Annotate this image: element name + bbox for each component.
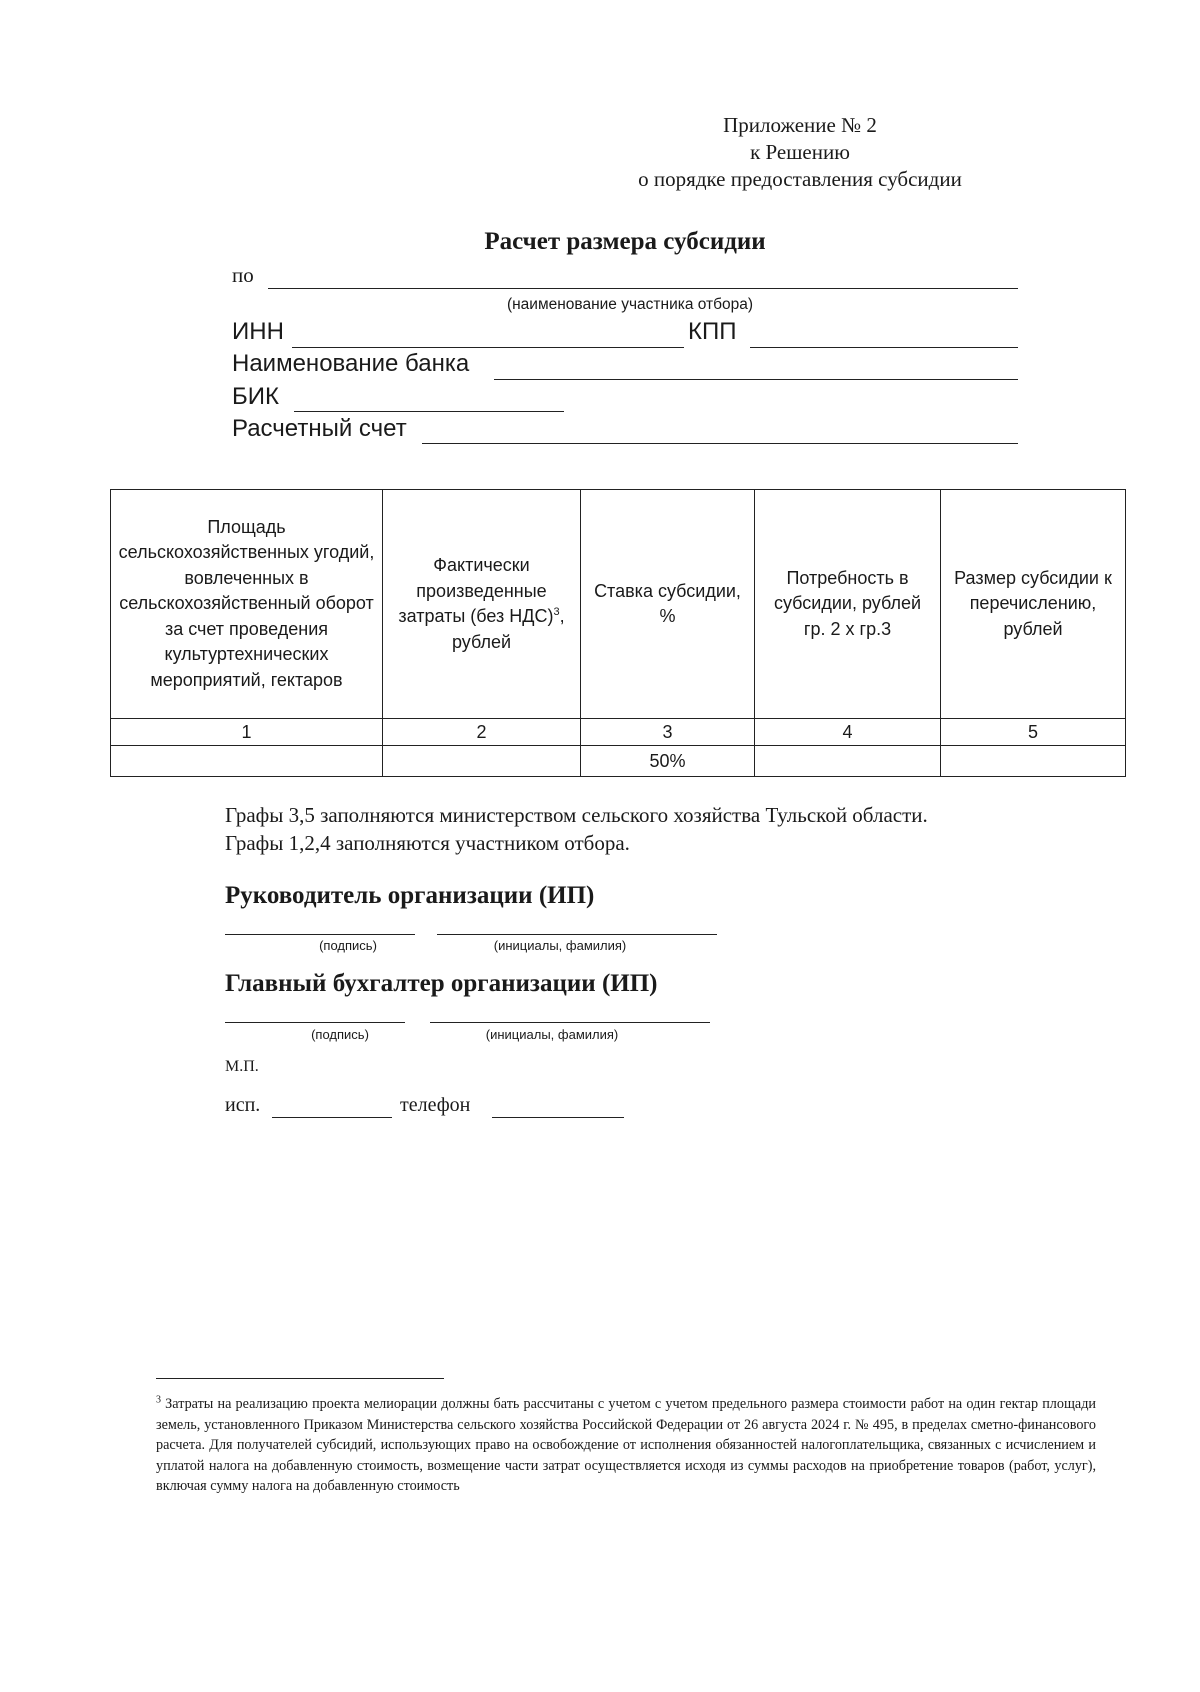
head-name-field[interactable] [437, 934, 717, 935]
accountant-title: Главный бухгалтер организации (ИП) [225, 970, 658, 997]
appendix-number: Приложение № 2 [723, 113, 877, 137]
participant-name-field[interactable] [268, 288, 1018, 289]
header-costs [383, 490, 581, 719]
participant-name-hint: (наименование участника отбора) [506, 296, 754, 313]
bik-field[interactable] [294, 411, 564, 412]
head-name-caption: (инициалы, фамилия) [493, 938, 627, 953]
accountant-signature-field[interactable] [225, 1022, 405, 1023]
bik-label: БИК [232, 383, 279, 410]
note-line-2: Графы 1,2,4 заполняются участником отбора. [225, 831, 630, 855]
header-need: Потребность в субсидии, рублей гр. 2 х гр.3 [755, 490, 941, 719]
rate-cell: 50% [581, 746, 755, 777]
head-title: Руководитель организации (ИП) [225, 882, 595, 909]
head-signature-field[interactable] [225, 934, 415, 935]
column-number: 5 [941, 719, 1126, 746]
column-number: 4 [755, 719, 941, 746]
appendix-reference: к Решению [750, 140, 850, 164]
bank-field[interactable] [494, 379, 1018, 380]
bank-label: Наименование банка [232, 350, 470, 377]
account-field[interactable] [422, 443, 1018, 444]
header-costs-unit: , рублей [451, 606, 565, 652]
column-number: 2 [383, 719, 581, 746]
header-payment: Размер субсидии к перечислению, рублей [941, 490, 1126, 719]
footnote-ref: 3 [553, 606, 560, 618]
accountant-name-caption: (инициалы, фамилия) [485, 1027, 619, 1042]
po-label: по [232, 263, 254, 287]
header-costs-text: Фактически произведенные затраты (без НДС) [398, 555, 554, 626]
inn-label: ИНН [232, 318, 284, 345]
column-number-row [111, 719, 1126, 746]
table-row [111, 746, 1126, 777]
executor-label: исп. [225, 1094, 261, 1116]
inn-field[interactable] [292, 347, 684, 348]
note-line-1: Графы 3,5 заполняются министерством сельского хозяйства Тульской области. [225, 803, 928, 827]
footnote-divider [156, 1378, 444, 1379]
account-label: Расчетный счет [232, 415, 407, 442]
kpp-label: КПП [688, 318, 737, 345]
header-area: Площадь сельскохозяйственных угодий, вовлеченных в сельскохозяйственный оборот за счет проведения культуртехнических мероприятий, гектаров [111, 490, 383, 719]
head-sign-caption: (подпись) [319, 938, 377, 953]
footnote-text: Затраты на реализацию проекта мелиорации должны бать рассчитаны с учетом с учетом предельного размера стоимости работ на один гектар площади земель, установленного Приказом Министерства сельского хозяйства Российской Федерации от 26 августа 2024 г. № 495, в пределах сметно-финансового расчета. Для получателей субсидий, использующих право на освобождение от исполнения обязанностей налогоплательщика, связанных с исчислением и уплатой налога на добавленную стоимость, возмещение части затрат осуществляется исходя из суммы расходов на приобретение товаров (работ, услуг), включая сумму налога на добавленную стоимость [156, 1396, 1097, 1494]
stamp-place: М.П. [225, 1058, 259, 1075]
table-header-row [111, 490, 1126, 719]
accountant-sign-caption: (подпись) [311, 1027, 369, 1042]
header-rate: Ставка субсидии, % [581, 490, 755, 719]
footnote-marker: 3 [156, 1394, 161, 1406]
costs-cell[interactable] [383, 746, 581, 777]
accountant-name-field[interactable] [430, 1022, 710, 1023]
need-cell[interactable] [755, 746, 941, 777]
payment-cell[interactable] [941, 746, 1126, 777]
appendix-subject: о порядке предоставления субсидии [638, 167, 962, 191]
area-cell[interactable] [111, 746, 383, 777]
executor-field[interactable] [272, 1117, 392, 1118]
footnote [156, 1394, 1096, 1497]
subsidy-calculation-table [110, 489, 1126, 777]
kpp-field[interactable] [750, 347, 1018, 348]
phone-field[interactable] [492, 1117, 624, 1118]
column-number: 1 [111, 719, 383, 746]
document-title: Расчет размера субсидии [484, 228, 766, 255]
column-number: 3 [581, 719, 755, 746]
appendix-header [600, 112, 1000, 193]
phone-label: телефон [400, 1094, 471, 1116]
